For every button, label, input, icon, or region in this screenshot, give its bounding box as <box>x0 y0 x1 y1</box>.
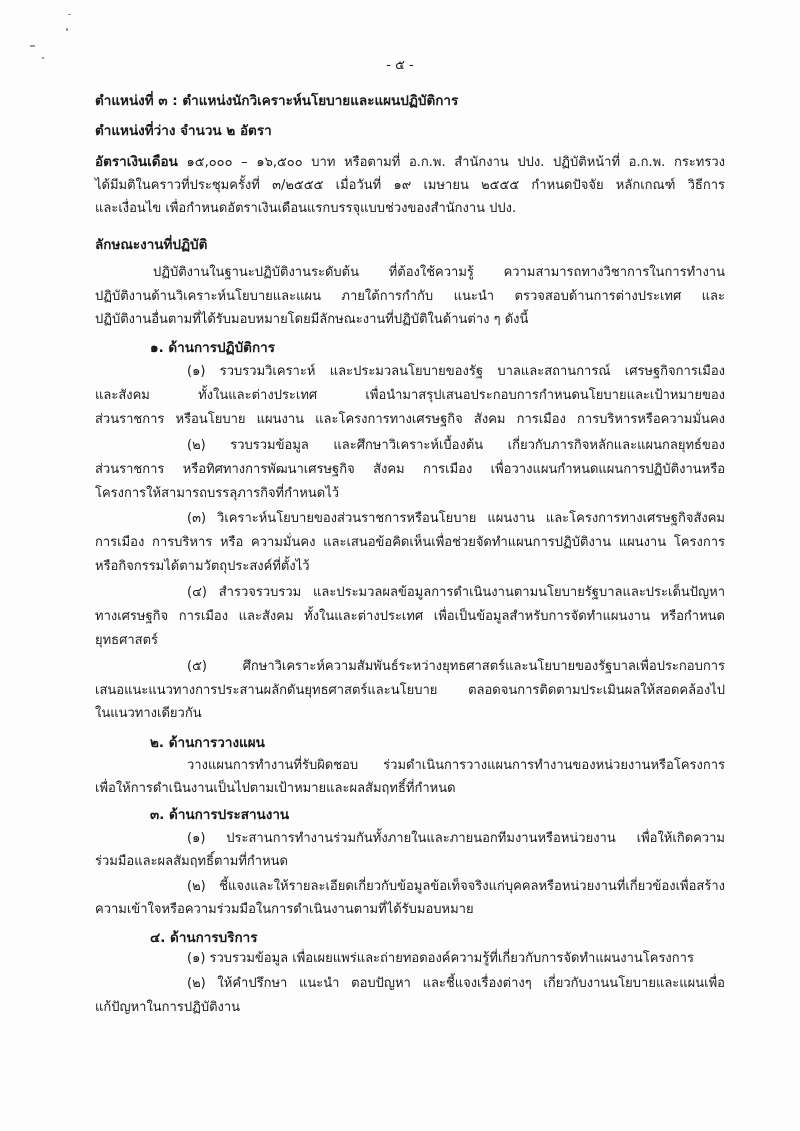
scan-artifact <box>66 28 68 31</box>
paragraph-line: (๑) รวบรวมวิเคราะห์ และประมวลนโยบายของรัฐ บาลและสถานการณ์ เศรษฐกิจการเมือง <box>187 364 725 379</box>
vacancy-count: ตำแหน่งที่ว่าง จำนวน ๒ อัตรา <box>95 123 272 139</box>
paragraph-line: (๓) วิเคราะห์นโยบายของส่วนราชการหรือนโยบาย แผนงาน และโครงการทางเศรษฐกิจสังคม <box>187 511 725 526</box>
job-characteristics-heading: ลักษณะงานที่ปฏิบัติ <box>95 237 208 253</box>
paragraph-line: ทางเศรษฐกิจ การเมือง และสังคม ทั้งในและต่างประเทศ เพื่อเป็นข้อมูลสำหรับการจัดทำแผนงาน หรือกำหนด <box>95 609 725 624</box>
paragraph-line: แก้ปัญหาในการปฏิบัติงาน <box>95 1000 241 1015</box>
intro-line: ปฏิบัติงานอื่นตามที่ได้รับมอบหมายโดยมีลักษณะงานที่ปฏิบัติในด้านต่าง ๆ ดังนี้ <box>95 312 529 327</box>
paragraph-line: และสังคม ทั้งในและต่างประเทศ เพื่อนำมาสรุปเสนอประกอบการกำหนดนโยบายและเป้าหมายของ <box>95 388 725 403</box>
page-number: - ๕ - <box>386 58 414 73</box>
paragraph-line: (๑) ประสานการทำงานร่วมกันทั้งภายในและภายนอกทีมงานหรือหน่วยงาน เพื่อให้เกิดความ <box>187 831 725 846</box>
paragraph-line: เสนอแนะแนวทางการประสานผลักดันยุทธศาสตร์และนโยบาย ตลอดจนการติดตามประเมินผลให้สอดคล้องไป <box>95 683 725 698</box>
intro-line: ปฏิบัติงานด้านวิเคราะห์นโยบายและแผน ภายใต้การกำกับ แนะนำ ตรวจสอบด้านการต่างประเทศ และ <box>95 289 725 304</box>
paragraph-line: ส่วนราชการ หรือนโยบาย แผนงาน และโครงการทางเศรษฐกิจ สังคม การเมือง การบริหารหรือความมั่นคง <box>95 412 725 427</box>
paragraph-line: หรือกิจกรรมได้ตามวัตถุประสงค์ที่ตั้งไว้ <box>95 559 310 574</box>
paragraph-line: เพื่อให้การดำเนินงานเป็นไปตามเป้าหมายและผลสัมฤทธิ์ที่กำหนด <box>95 781 456 796</box>
paragraph-line: โครงการให้สามารถบรรลุภารกิจที่กำหนดไว้ <box>95 486 340 501</box>
scan-artifact <box>30 45 35 47</box>
section-heading-planning: ๒. ด้านการวางแผน <box>150 735 265 751</box>
paragraph-line: ยุทธศาสตร์ <box>95 633 159 648</box>
section-heading-coordination: ๓. ด้านการประสานงาน <box>150 807 290 823</box>
salary-line-3: และเงื่อนไข เพื่อกำหนดอัตราเงินเดือนแรกบรรจุแบบช่วงของสำนักงาน ปปง. <box>95 201 517 216</box>
paragraph-line: ความเข้าใจหรือความร่วมมือในการดำเนินงานตามที่ได้รับมอบหมาย <box>95 902 474 917</box>
position-title: ตำแหน่งที่ ๓ : ตำแหน่งนักวิเคราะห์นโยบายและแผนปฏิบัติการ <box>95 93 459 109</box>
section-heading-operations: ๑. ด้านการปฏิบัติการ <box>150 340 275 356</box>
paragraph-line: (๔) สำรวจรวบรวม และประมวลผลข้อมูลการดำเนินงานตามนโยบายรัฐบาลและประเด็นปัญหา <box>187 585 725 600</box>
paragraph-line: (๕) ศึกษาวิเคราะห์ความสัมพันธ์ระหว่างยุทธศาสตร์และนโยบายของรัฐบาลเพื่อประกอบการ <box>187 659 725 674</box>
paragraph-line: (๒) ชี้แจงและให้รายละเอียดเกี่ยวกับข้อมูลข้อเท็จจริงแก่บุคคลหรือหน่วยงานที่เกี่ยวข้องเพื่อสร้าง <box>187 879 725 894</box>
salary-line-2: ได้มีมติในคราวที่ประชุมครั้งที่ ๓/๒๕๕๕ เมื่อวันที่ ๑๙ เมษายน ๒๕๕๕ กำหนดปัจจัย หลักเกณฑ์ วิธีการ <box>95 178 725 193</box>
section-heading-service: ๔. ด้านการบริการ <box>150 930 258 946</box>
paragraph-line: วางแผนการทำงานที่รับผิดชอบ ร่วมดำเนินการวางแผนการทำงานของหน่วยงานหรือโครงการ <box>187 758 725 773</box>
paragraph-line: (๒) รวบรวมข้อมูล และศึกษาวิเคราะห์เบื้องต้น เกี่ยวกับภารกิจหลักและแผนกลยุทธ์ของ <box>187 438 725 453</box>
salary-line-1: อัตราเงินเดือน ๑๕,๐๐๐ – ๑๖,๕๐๐ บาท หรือตามที่ อ.ก.พ. สำนักงาน ปปง. ปฏิบัติหน้าที่ อ.ก.พ. กระทรวง <box>95 154 725 170</box>
salary-label: อัตราเงินเดือน <box>95 154 178 170</box>
paragraph-line: ร่วมมือและผลสัมฤทธิ์ตามที่กำหนด <box>95 854 288 869</box>
intro-line: ปฏิบัติงานในฐานะปฏิบัติงานระดับต้น ที่ต้องใช้ความรู้ ความสามารถทางวิชาการในการทำงาน <box>153 265 725 280</box>
paragraph-line: ส่วนราชการ หรือทิศทางการพัฒนาเศรษฐกิจ สังคม การเมือง เพื่อวางแผนกำหนดแผนการปฏิบัติงานหรือ <box>95 462 725 477</box>
scan-artifact <box>68 14 71 15</box>
paragraph-line: ในแนวทางเดียวกัน <box>95 706 202 721</box>
paragraph-line: การเมือง การบริหาร หรือ ความมั่นคง และเสนอข้อคิดเห็นเพื่อช่วยจัดทำแผนการปฏิบัติงาน แผนงาน โครงการ <box>95 535 725 550</box>
paragraph-line: (๑) รวบรวมข้อมูล เพื่อเผยแพร่และถ่ายทอดองค์ความรู้ที่เกี่ยวกับการจัดทำแผนงานโครงการ <box>187 951 694 966</box>
paragraph-line: (๒) ให้คำปรึกษา แนะนำ ตอบปัญหา และชี้แจงเรื่องต่างๆ เกี่ยวกับงานนโยบายและแผนเพื่อ <box>187 976 725 991</box>
